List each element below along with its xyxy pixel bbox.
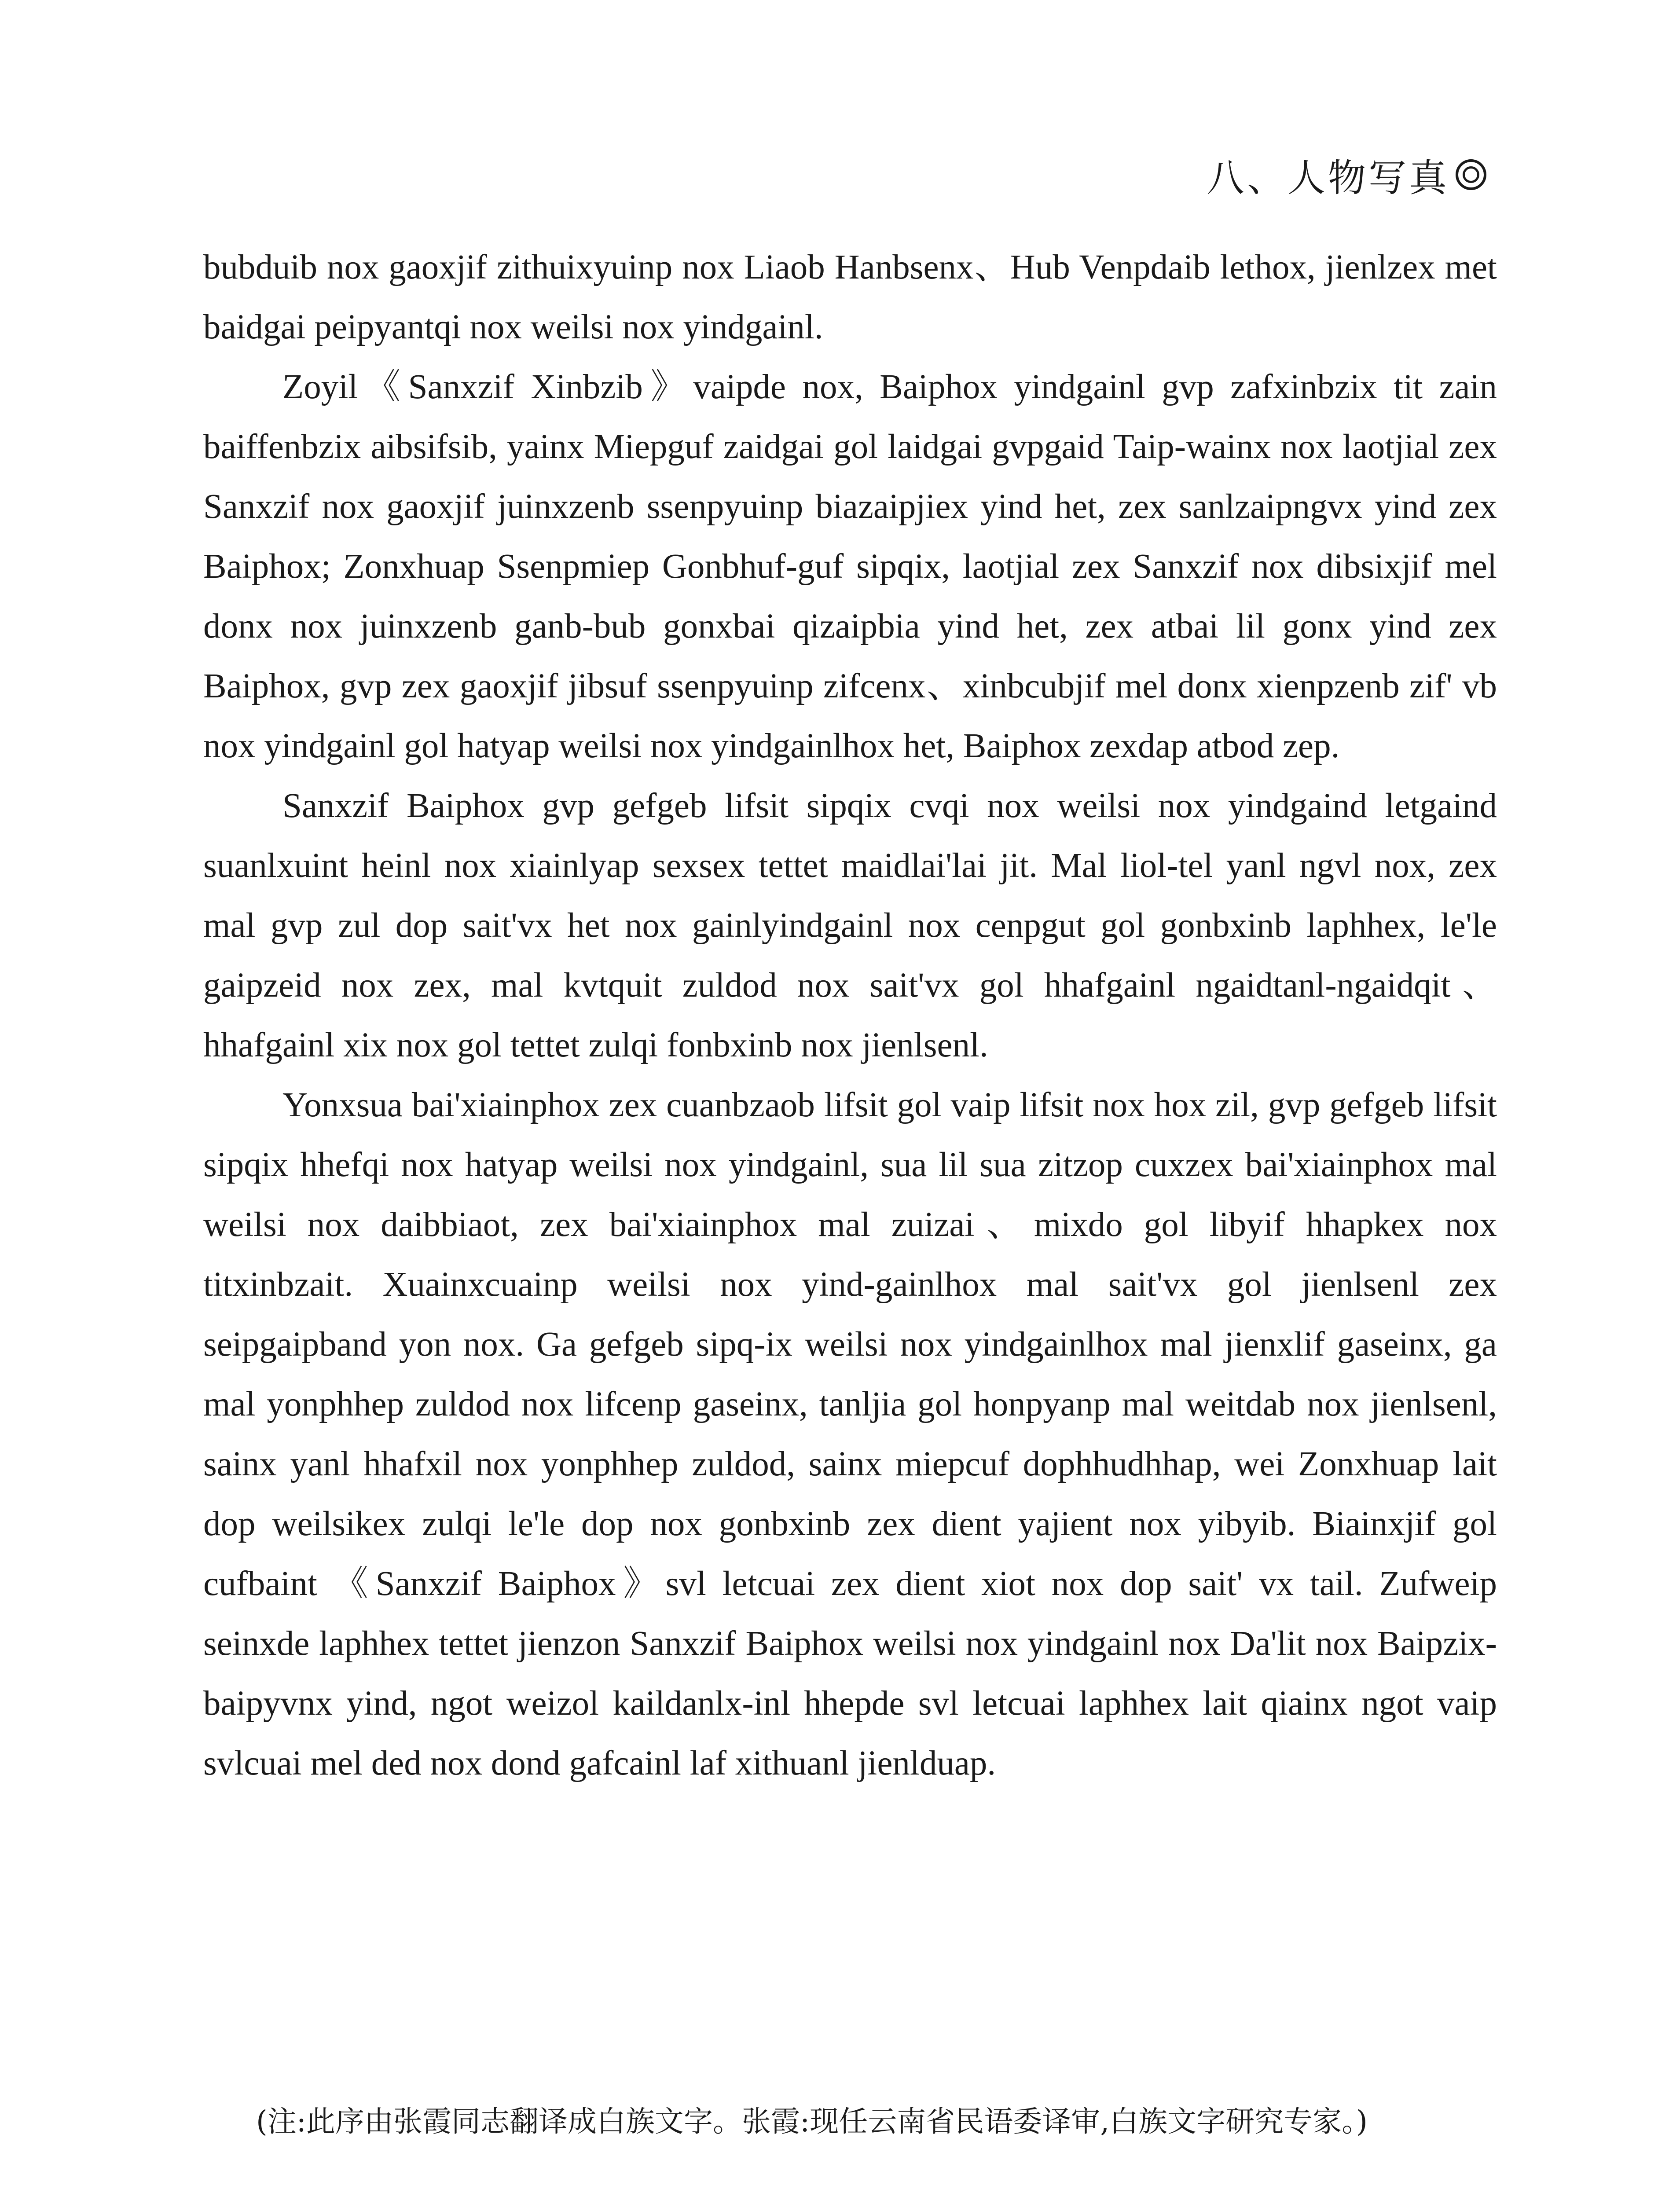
paragraph-3: Sanxzif Baiphox gvp gefgeb lifsit sipqix cvqi nox weilsi nox yindgaind letgaind suanlxuint heinl nox xiainlyap sexsex tettet maidlai'lai jit. Mal liol-tel yanl ngvl nox, zex mal gvp zul dop sait'vx het nox gainlyindgainl nox cenpgut gol gonbxinb laphhex, le'le gaipzeid nox zex, mal kvtquit zuldod nox sait'vx gol hhafgainl ngaidtanl-ngaidqit、hhafgainl xix nox gol tettet zulqi fonbxinb nox jienlsenl. xyxy=(203,787,1497,1064)
translator-note: (注:此序由张霞同志翻译成白族文字。张霞:现任云南省民语委译审,白族文字研究专家。) xyxy=(256,2105,1368,2138)
paragraph-4: Yonxsua bai'xiainphox zex cuanbzaob lifsit gol vaip lifsit nox hox zil, gvp gefgeb lifsit sipqix hhefqi nox hatyap weilsi nox yindgainl, sua lil sua zitzop cuxzex bai'xiainphox mal weilsi nox daibbiaot, zex bai'xiainphox mal zuizai、mixdo gol libyif hhapkex nox titxinbzait. Xuainxcuainp weilsi nox yind-gainlhox mal sait'vx gol jienlsenl zex seipgaipband yon nox. Ga gefgeb sipq-ix weilsi nox yindgainlhox mal jienxlif gaseinx, ga mal yonphhep zuldod nox lifcenp gaseinx, tanljia gol honpyanp mal weitdab nox jienlsenl, sainx yanl hhafxil nox yonphhep zuldod, sainx miepcuf dophhudhhap, wei Zonxhuap lait dop weilsikex zulqi le'le dop nox gonbxinb zex dient yajient nox yibyib. Biainxjif gol cufbaint 《Sanxzif Baiphox》svl letcuai zex dient xiot nox dop sait' vx tail. Zufweip seinxde laphhex tettet jienzon Sanxzif Baiphox weilsi nox yindgainl nox Da'lit nox Baipzix-baipyvnx yind, ngot weizol kaildanlx-inl hhepde svl letcuai laphhex lait qiainx ngot vaip svlcuai mel ded nox dond gafcainl laf xithuanl jienlduap. xyxy=(203,1086,1497,1782)
running-header xyxy=(1207,147,1486,202)
double-circle-icon xyxy=(1456,159,1486,190)
running-header-title: 八、人物写真 xyxy=(1207,156,1449,200)
paragraph-2: Zoyil《Sanxzif Xinbzib》vaipde nox, Baiphox yindgainl gvp zafxinbzix tit zain baiffenbzix aibsifsib, yainx Miepguf zaidgai gol laidgai gvpgaid Taip-wainx nox laotjial zex Sanxzif nox gaoxjif juinxzenb ssenpyuinp biazaipjiex yind het, zex sanlzaipngvx yind zex Baiphox; Zonxhuap Ssenpmiep Gonbhuf-guf sipqix, laotjial zex Sanxzif nox dibsixjif mel donx nox juinxzenb ganb-bub gonxbai qizaipbia yind het, zex atbai lil gonx yind zex Baiphox, gvp zex gaoxjif jibsuf ssenpyuinp zifcenx、xinbcubjif mel donx xienpzenb zif' vb nox yindgainl gol hatyap weilsi nox yindgainlhox het, Baiphox zexdap atbod zep. xyxy=(203,368,1497,765)
body-text xyxy=(203,238,1497,1793)
paragraph-1: bubduib nox gaoxjif zithuixyuinp nox Liaob Hanbsenx、Hub Venpdaib lethox, jienlzex met baidgai peipyantqi nox weilsi nox yindgainl. xyxy=(203,248,1497,346)
